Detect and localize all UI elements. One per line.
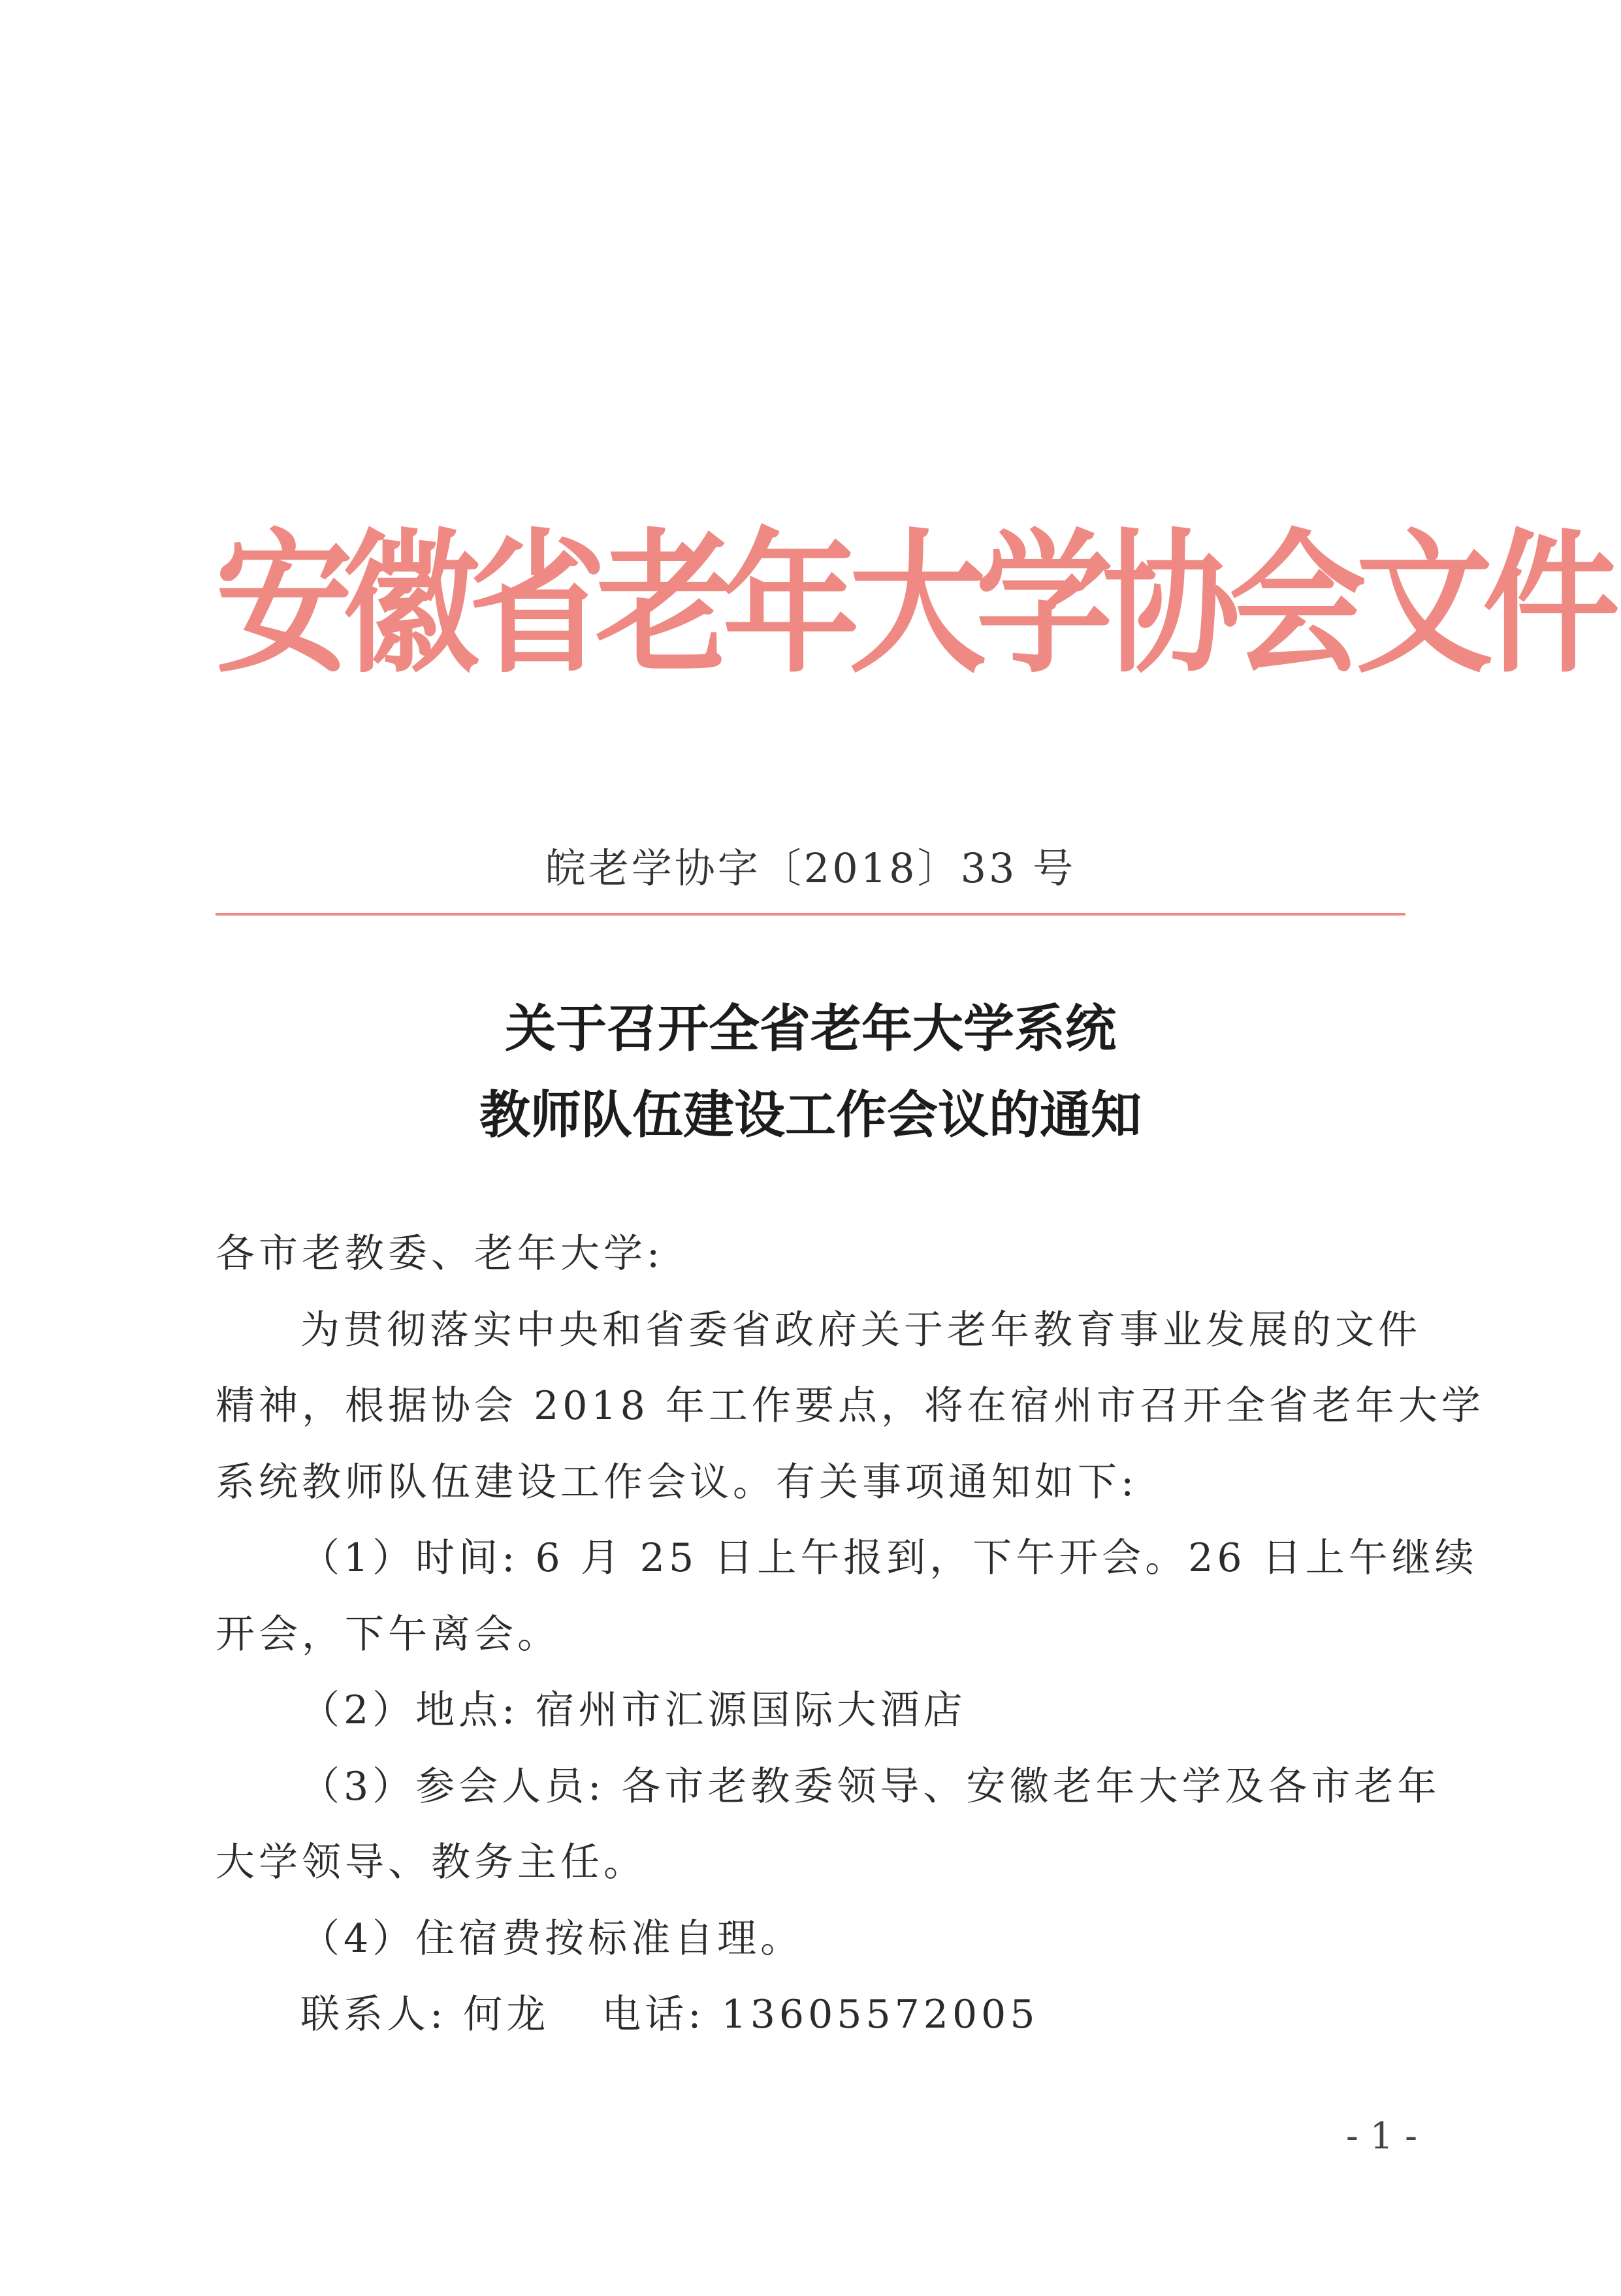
contact-person: 联系人: 何龙	[300, 1992, 550, 2037]
notice-title-line-2: 教师队伍建设工作会议的通知	[479, 1085, 1142, 1145]
body-paragraph-line: 精神，根据协会 2018 年工作要点，将在宿州市召开全省老年大学	[216, 1383, 1485, 1429]
item-accommodation: （4）住宿费按标准自理。	[300, 1915, 804, 1962]
item-location: （2）地点: 宿州市汇源国际大酒店	[300, 1687, 967, 1733]
document-number: 皖老学协字〔2018〕33 号	[545, 844, 1076, 892]
page-number: - 1 -	[1345, 2115, 1417, 2158]
item-attendees-continued: 大学领导、教务主任。	[216, 1840, 647, 1885]
body-paragraph-line: 系统教师队伍建设工作会议。有关事项通知如下:	[216, 1459, 1138, 1505]
item-time-continued: 开会，下午离会。	[216, 1611, 560, 1657]
item-time: （1）时间: 6 月 25 日上午报到，下午开会。26 日上午继续	[300, 1535, 1478, 1581]
red-divider-line	[216, 913, 1405, 916]
notice-title-line-1: 关于召开全省老年大学系统	[504, 999, 1116, 1059]
notice-body	[216, 1216, 1485, 2053]
contact-line	[216, 1977, 1411, 2053]
item-attendees: （3）参会人员: 各市老教委领导、安徽老年大学及各市老年	[300, 1763, 1441, 1810]
salutation: 各市老教委、老年大学:	[216, 1231, 664, 1277]
notice-title	[216, 986, 1405, 1158]
issuing-authority-header: 安徽省老年大学协会文件	[216, 513, 1610, 694]
contact-phone: 电话: 13605572005	[602, 1992, 1039, 2037]
body-paragraph-line: 为贯彻落实中央和省委省政府关于老年教育事业发展的文件	[300, 1307, 1421, 1353]
